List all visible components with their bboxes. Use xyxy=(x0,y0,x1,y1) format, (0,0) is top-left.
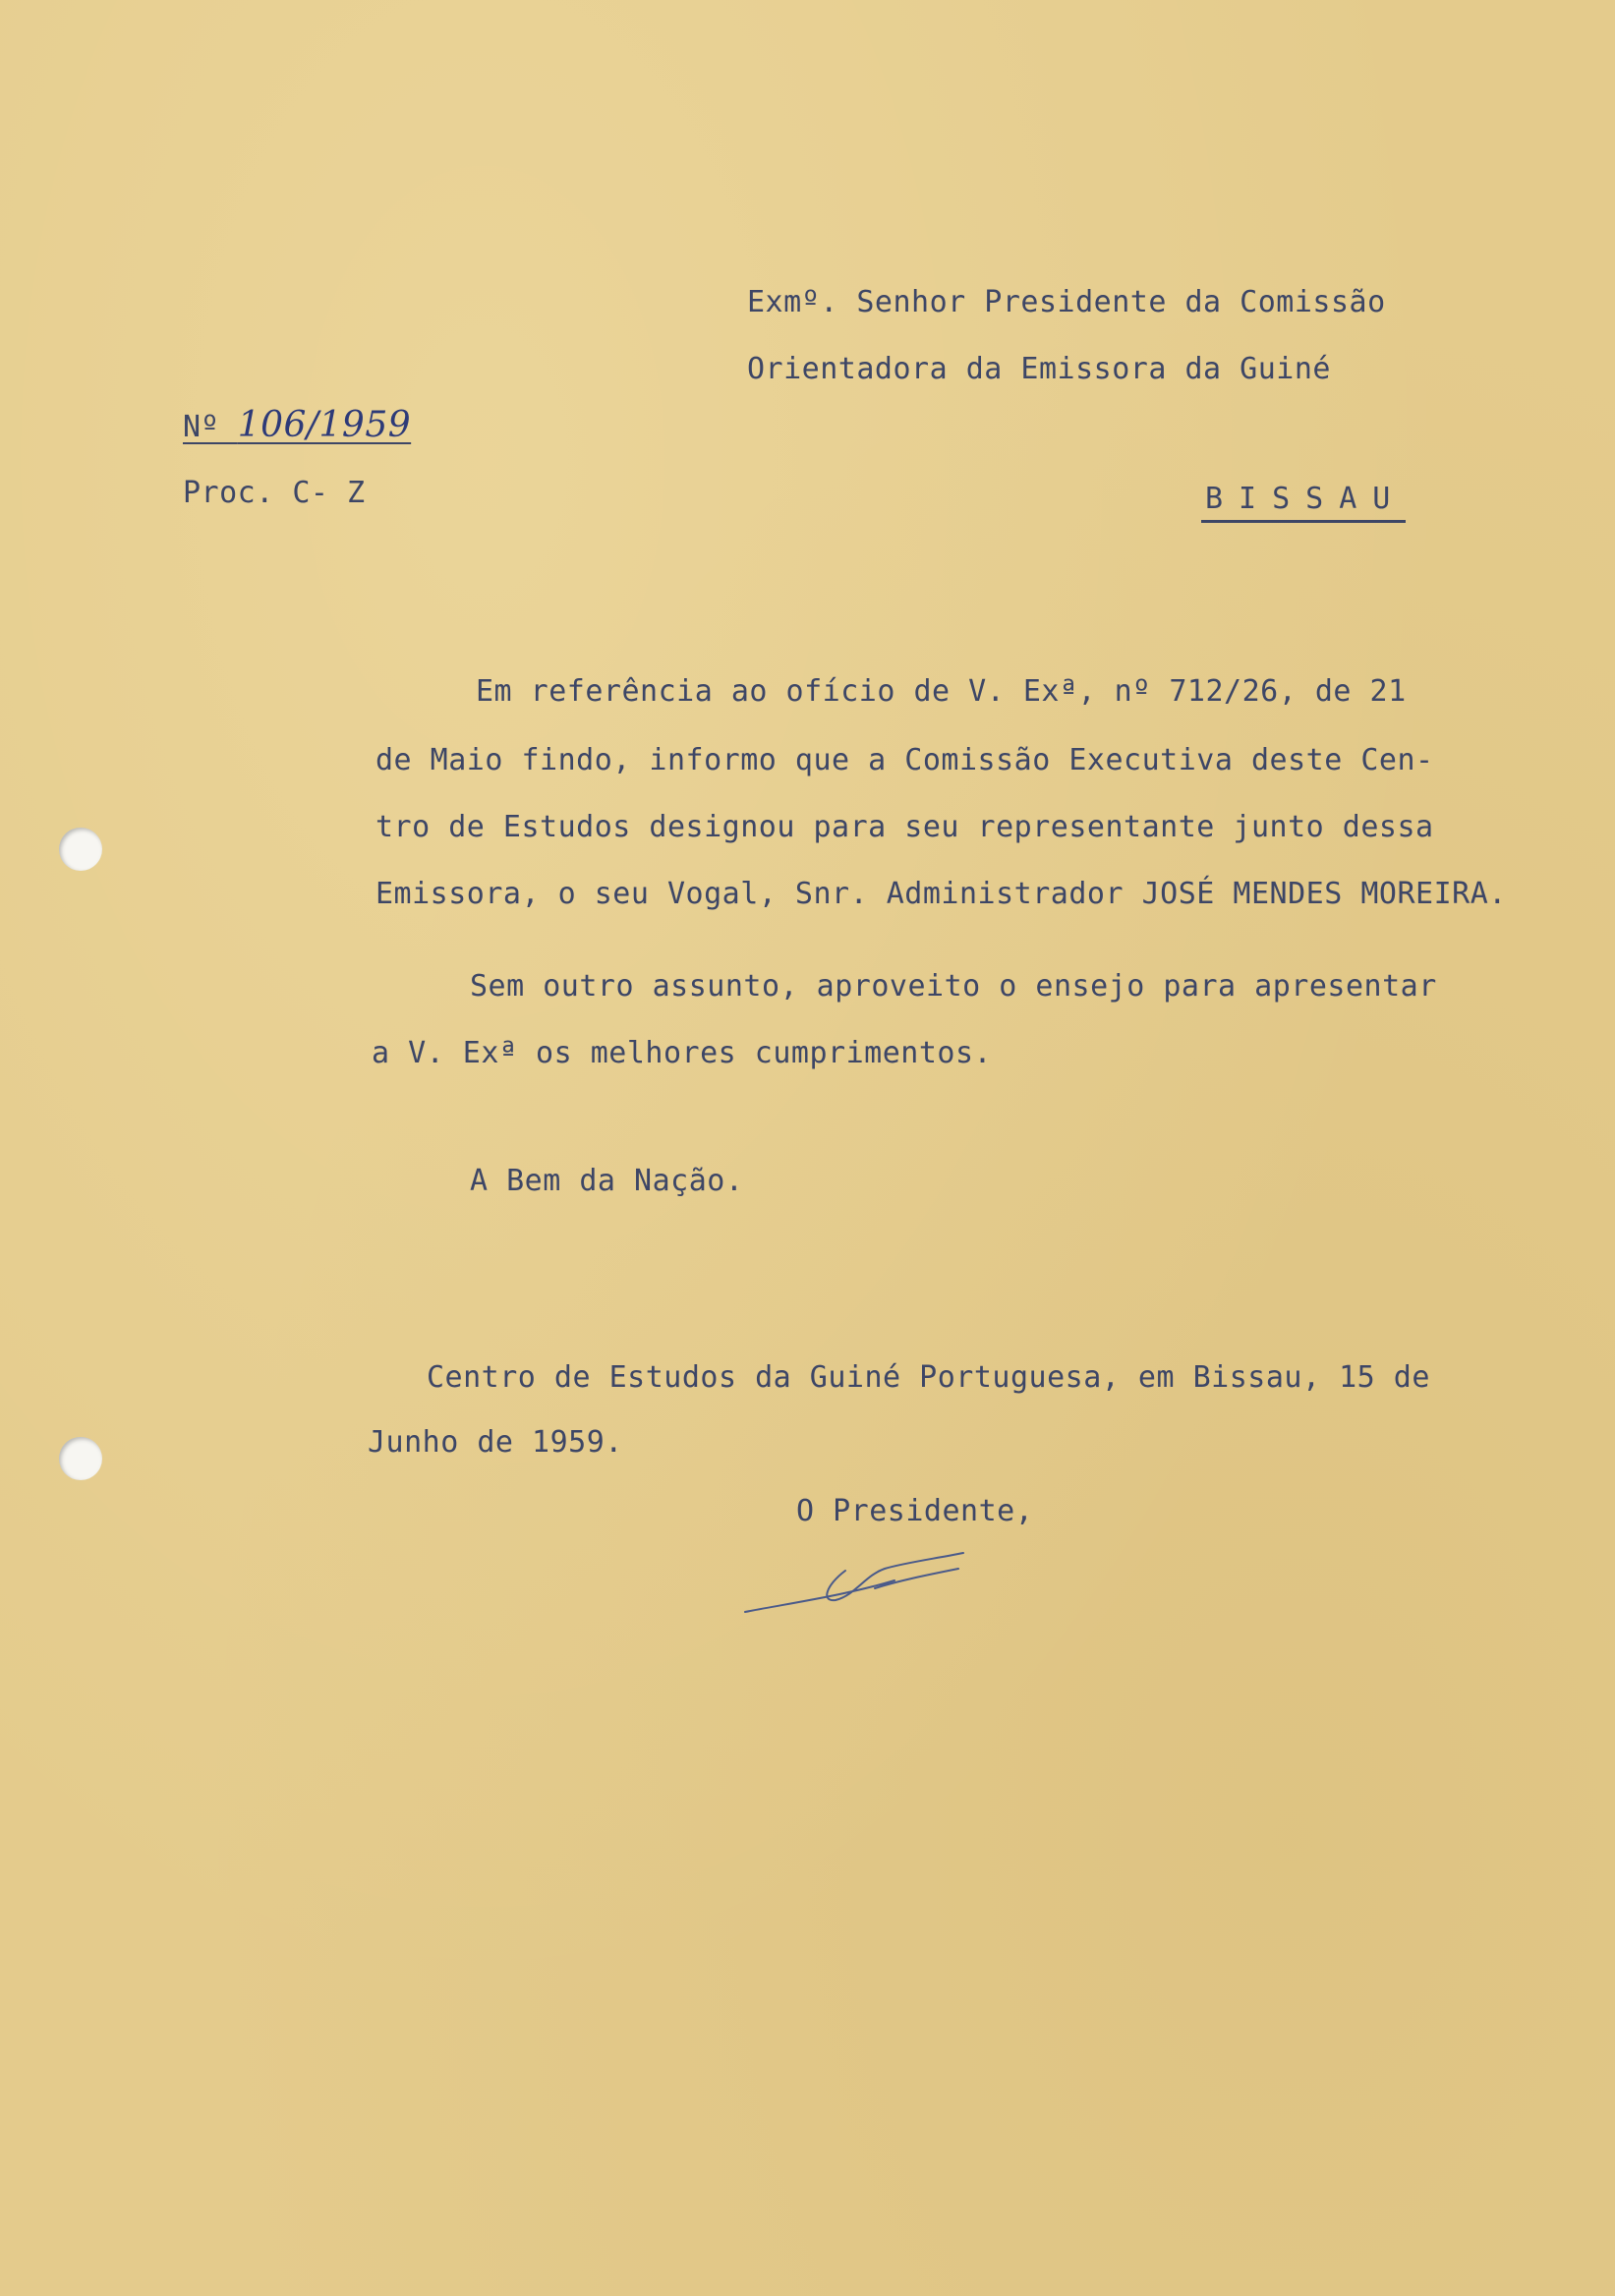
city-heading: BISSAU xyxy=(1201,482,1406,523)
body-paragraph-2-line-2: a V. Exª os melhores cumprimentos. xyxy=(372,1036,993,1070)
addressee-line-2: Orientadora da Emissora da Guiné xyxy=(747,352,1331,386)
body-paragraph-2-line-1: Sem outro assunto, aproveito o ensejo para apresentar xyxy=(470,969,1437,1004)
body-paragraph-1-line-2: de Maio findo, informo que a Comissão Executiva deste Cen- xyxy=(375,743,1434,777)
reference-number-handwritten: 106/1959 xyxy=(237,405,412,445)
reference-prefix: Nº xyxy=(183,410,238,444)
dateline-line-1: Centro de Estudos da Guiné Portuguesa, em Bissau, 15 de xyxy=(427,1360,1430,1395)
addressee-line-1: Exmº. Senhor Presidente da Comissão xyxy=(747,285,1386,319)
punch-hole-bottom xyxy=(59,1437,102,1480)
closing-salutation: A Bem da Nação. xyxy=(470,1164,744,1198)
dateline-line-2: Junho de 1959. xyxy=(368,1425,623,1460)
signer-title: O Presidente, xyxy=(796,1494,1034,1528)
body-paragraph-1-line-4: Emissora, o seu Vogal, Snr. Administrador JOSÉ MENDES MOREIRA. xyxy=(375,877,1507,911)
body-paragraph-1-line-1: Em referência ao ofício de V. Exª, nº 712/26, de 21 xyxy=(476,674,1407,709)
reference-number xyxy=(183,405,411,445)
body-paragraph-1-line-3: tro de Estudos designou para seu representante junto dessa xyxy=(375,810,1434,844)
process-code: Proc. C- Z xyxy=(183,476,366,510)
punch-hole-top xyxy=(59,828,102,871)
signature-mark xyxy=(737,1541,973,1630)
